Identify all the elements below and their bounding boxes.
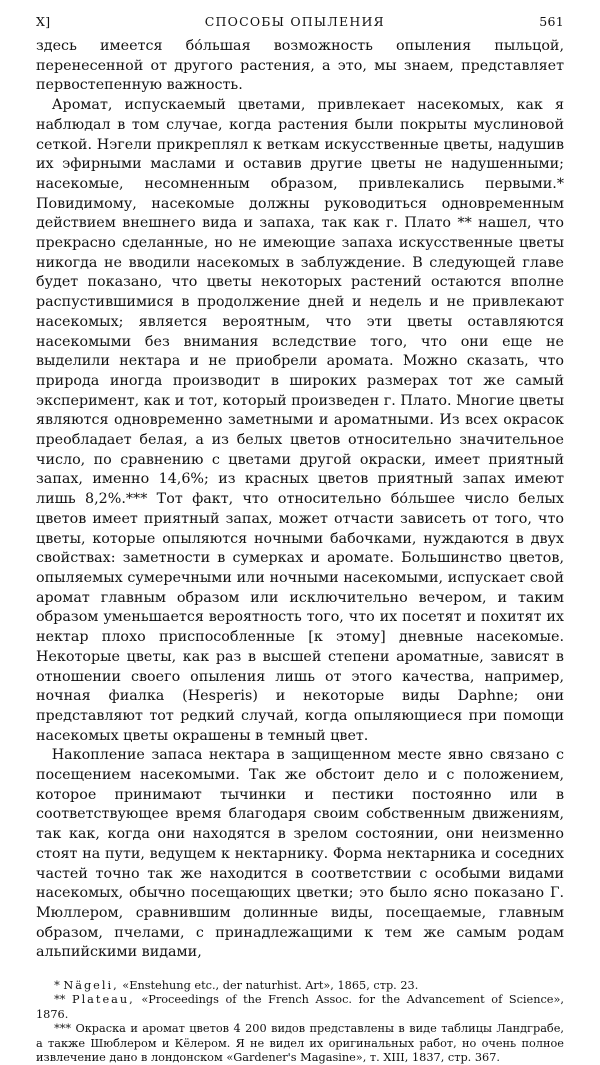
footnote-text: «Enstehung etc., der naturhist. Art», 1865, стр. 23.	[122, 979, 419, 993]
footnote-2	[36, 993, 564, 1022]
chapter-number: X]	[36, 14, 51, 29]
running-header	[36, 14, 564, 29]
paragraph-continuation: здесь имеется бо́льшая возможность опыления пыльцой, перенесенной от другого растения, а это, мы знаем, представляет первостепенную важность.	[36, 38, 564, 94]
page-number: 561	[539, 14, 564, 29]
running-title: СПОСОБЫ ОПЫЛЕНИЯ	[204, 14, 385, 29]
paragraph-nectar: Накопление запаса нектара в защищенном месте явно связано с посещением насекомыми. Так же обстоит дело и с положением, которое принимают тычинки и пестики постоянно или в соответствующее время благодаря своим собственным движениям, так как, когда они находятся в зрелом состоянии, они неизменно стоят на пути, ведущем к нектарнику. Форма нектарника и соседних частей точно так же находится в соответствии с особыми видами насекомых, обычно посещающих цветки; это было ясно показано Г. Мюллером, сравнившим долинные виды, посещаемые, главным образом, пчелами, с принадлежащими к тем же самым родам альпийскими видами,	[36, 747, 564, 961]
main-text	[36, 37, 564, 963]
footnote-1	[36, 979, 564, 993]
footnote-marker: *	[54, 979, 60, 993]
footnote-author: Nägeli,	[63, 979, 119, 993]
footnote-marker: **	[54, 993, 66, 1007]
footnote-3	[36, 1022, 564, 1065]
footnote-author: Plateau,	[71, 993, 135, 1007]
footnote-marker: ***	[54, 1022, 72, 1036]
footnote-text: Окраска и аромат цветов 4 200 видов представлены в виде таблицы Ландграбе, а также Шюблером и Кёлером. Я не видел их оригинальных работ, но очень полное извлечение дано в лондонском «Gardener's Magasine», т. XIII, 1837, стр. 367.	[36, 1022, 565, 1065]
footnote-text: «Proceedings of the French Assoc. for the Advancement of Science», 1876.	[36, 993, 564, 1021]
footnotes	[36, 979, 564, 1065]
paragraph-aroma: Аромат, испускаемый цветами, привлекает насекомых, как я наблюдал в том случае, когда растения были покрыты муслиновой сеткой. Нэгели прикреплял к веткам искусственные цветы, надушив их эфирными маслами и оставив другие цветы не надушенными; насекомые, несомненным образом, привлекались первыми.* Повидимому, насекомые должны руководиться одновременным действием внешнего вида и запаха, так как г. Плато ** нашел, что прекрасно сделанные, но не имеющие запаха искусственные цветы никогда не вводили насекомых в заблуждение. В следующей главе будет показано, что цветы некоторых растений остаются вполне распустившимися в продолжение дней и недель и не привлекают насекомых; является вероятным, что эти цветы оставляются насекомыми без внимания вследствие того, что они еще не выделили нектара и не приобрели аромата. Можно сказать, что природа иногда производит в широких размерах тот же самый эксперимент, как и тот, который произведен г. Плато. Многие цветы являются одновременно заметными и ароматными. Из всех окрасок преобладает белая, а из белых цветов относительно значительное число, по сравнению с цветами другой окраски, имеет приятный запах, именно 14,6%; из красных цветов приятный запах имеют лишь 8,2%.*** Тот факт, что относительно бо́льшее число белых цветов имеет приятный запах, может отчасти зависеть от того, что цветы, которые опыляются ночными бабочками, нуждаются в двух свойствах: заметности в сумерках и аромате. Большинство цветов, опыляемых сумеречными или ночными насекомыми, испускает свой аромат главным образом или исключительно вечером, и таким образом уменьшается вероятность того, что их посетят и похитят их нектар плохо приспособленные [к этому] дневные насекомые. Некоторые цветы, как раз в высшей степени ароматные, зависят в отношении своего опыления лишь от этого качества, например, ночная фиалка (Hesperis) и некоторые виды Daphne; они представляют тот редкий случай, когда опыляющиеся при помощи насекомых цветы окрашены в темный цвет.	[36, 97, 564, 744]
